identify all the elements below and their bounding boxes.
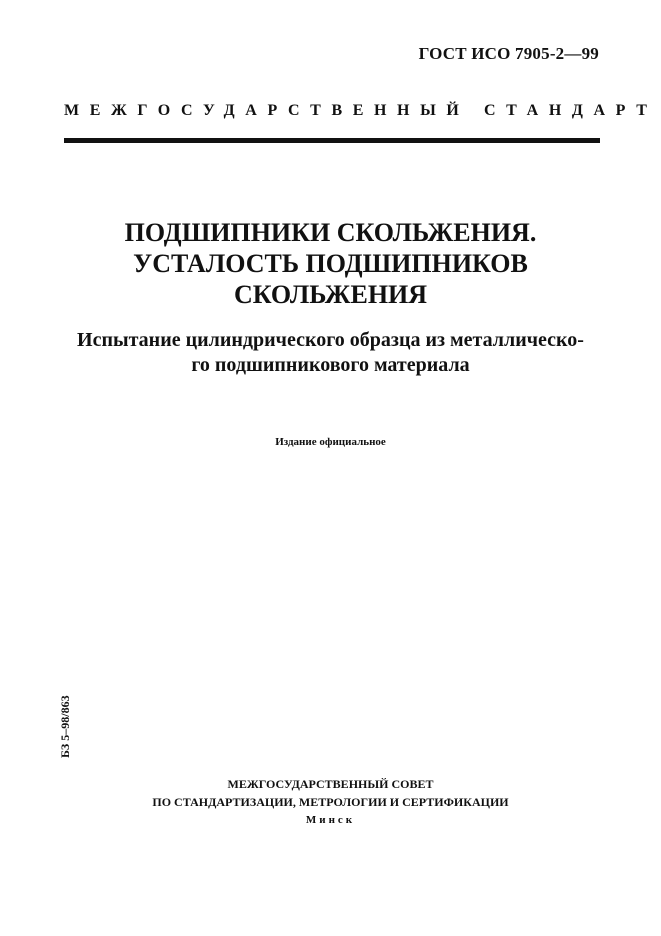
- edition-note: Издание официальное: [275, 436, 386, 448]
- standard-type-heading: МЕЖГОСУДАРСТВЕННЫЙ СТАНДАРТ: [64, 102, 658, 119]
- subtitle-line: го подшипникового материала: [191, 354, 470, 376]
- main-title-line: УСТАЛОСТЬ ПОДШИПНИКОВ: [133, 249, 528, 278]
- subtitle-line: Испытание цилиндрического образца из металлическо-: [77, 329, 584, 351]
- publisher-line-1: МЕЖГОСУДАРСТВЕННЫЙ СОВЕТ: [227, 777, 434, 791]
- main-title-line: СКОЛЬЖЕНИЯ: [233, 280, 428, 309]
- main-title: [0, 217, 661, 310]
- main-title-line: ПОДШИПНИКИ СКОЛЬЖЕНИЯ.: [124, 218, 537, 247]
- document-number: ГОСТ ИСО 7905-2—99: [418, 44, 599, 63]
- publisher-city: Минск: [305, 814, 356, 826]
- side-code: БЗ 5–98/863: [58, 695, 72, 758]
- subtitle: [0, 328, 661, 378]
- header-divider: [64, 138, 600, 143]
- publisher-line-2: ПО СТАНДАРТИЗАЦИИ, МЕТРОЛОГИИ И СЕРТИФИКАЦИИ: [152, 795, 509, 809]
- publisher-block: [0, 775, 661, 829]
